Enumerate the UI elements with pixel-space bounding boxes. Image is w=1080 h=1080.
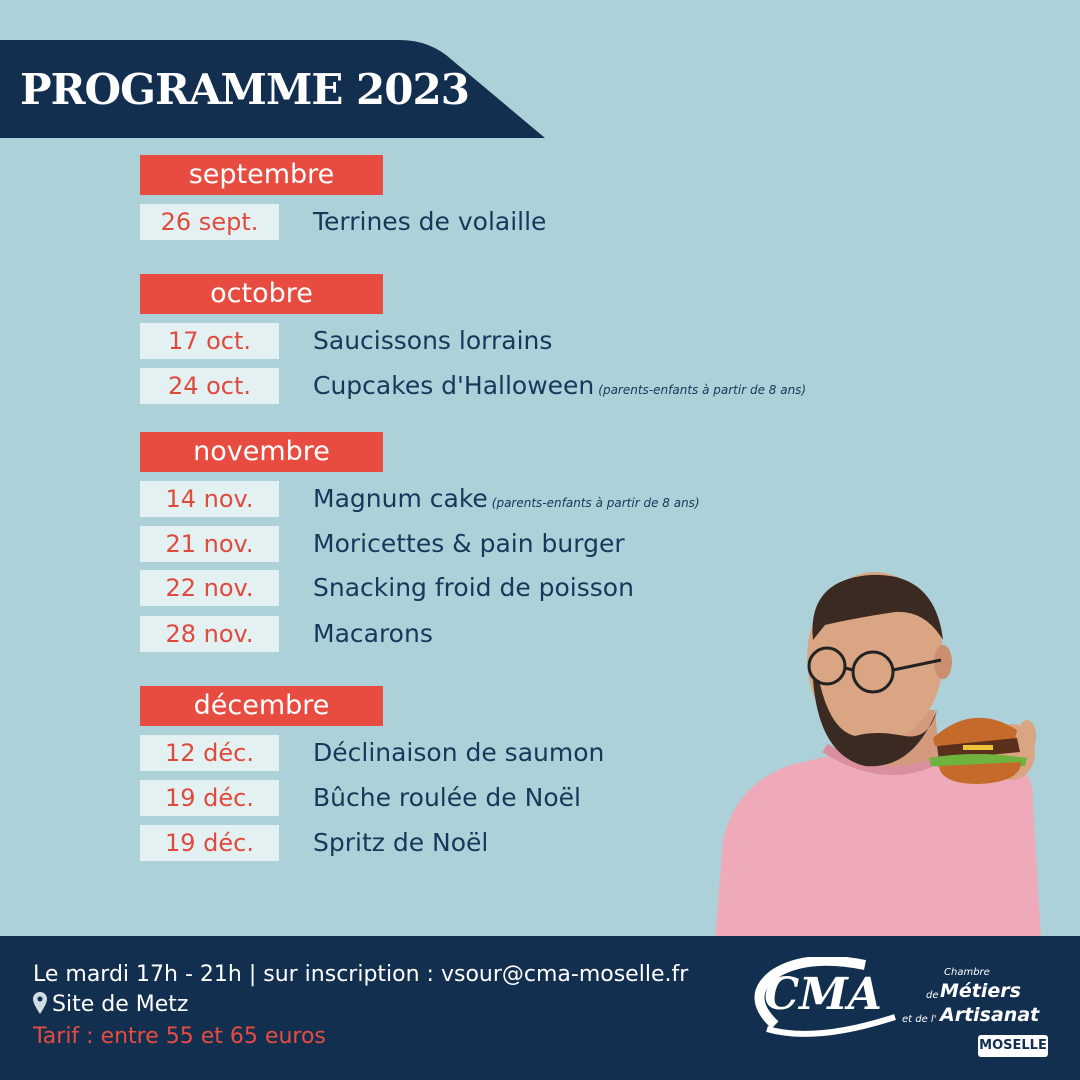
man-with-burger-illustration xyxy=(715,570,1080,940)
location-text: Site de Metz xyxy=(52,992,189,1017)
organisation-name xyxy=(900,960,1060,1060)
month-label-septembre: septembre xyxy=(140,155,383,195)
event-title xyxy=(313,481,700,517)
page-title: PROGRAMME 2023 xyxy=(20,65,469,114)
event-date: 17 oct. xyxy=(140,323,279,359)
event-date: 28 nov. xyxy=(140,616,279,652)
event-title xyxy=(313,616,433,652)
event-title xyxy=(313,735,604,771)
event-date: 19 déc. xyxy=(140,780,279,816)
event-date: 22 nov. xyxy=(140,570,279,606)
event-title xyxy=(313,780,581,816)
location-row xyxy=(33,990,188,1020)
event-title xyxy=(313,570,634,606)
event-date: 21 nov. xyxy=(140,526,279,562)
event-note: (parents-enfants à partir de 8 ans) xyxy=(598,383,807,397)
event-title xyxy=(313,368,806,404)
event-date: 24 oct. xyxy=(140,368,279,404)
event-title-text: Bûche roulée de Noël xyxy=(313,783,581,812)
event-title-text: Spritz de Noël xyxy=(313,828,489,857)
event-title-text: Cupcakes d'Halloween xyxy=(313,371,595,400)
month-label-octobre: octobre xyxy=(140,274,383,314)
event-title xyxy=(313,526,625,562)
event-title xyxy=(313,323,552,359)
moselle-badge: MOSELLE xyxy=(978,1035,1048,1057)
org-line3-small: et de l' xyxy=(902,1014,937,1025)
header-banner xyxy=(0,40,545,138)
price-info: Tarif : entre 55 et 65 euros xyxy=(33,1024,326,1049)
event-date: 26 sept. xyxy=(140,204,279,240)
org-line1: Chambre xyxy=(944,967,990,978)
org-line2-big: Métiers xyxy=(940,980,1021,1002)
event-title xyxy=(313,825,488,861)
event-date: 19 déc. xyxy=(140,825,279,861)
event-date: 12 déc. xyxy=(140,735,279,771)
event-date: 14 nov. xyxy=(140,481,279,517)
event-title-text: Saucissons lorrains xyxy=(313,326,553,355)
month-label-novembre: novembre xyxy=(140,432,383,472)
event-note: (parents-enfants à partir de 8 ans) xyxy=(491,496,700,510)
org-line3-big: Artisanat xyxy=(940,1004,1040,1026)
event-title-text: Snacking froid de poisson xyxy=(313,573,634,602)
logo-letters: CMA xyxy=(764,969,882,1020)
map-pin-icon xyxy=(33,992,47,1014)
event-title-text: Moricettes & pain burger xyxy=(313,529,625,558)
cma-logo xyxy=(745,957,900,1037)
event-title-text: Macarons xyxy=(313,619,433,648)
month-label-decembre: décembre xyxy=(140,686,383,726)
org-line2-small: de xyxy=(926,990,939,1001)
event-title xyxy=(313,204,546,240)
event-title-text: Déclinaison de saumon xyxy=(313,738,605,767)
schedule-info: Le mardi 17h - 21h | sur inscription : vsour@cma-moselle.fr xyxy=(33,962,689,987)
event-title-text: Magnum cake xyxy=(313,484,488,513)
event-title-text: Terrines de volaille xyxy=(313,207,547,236)
